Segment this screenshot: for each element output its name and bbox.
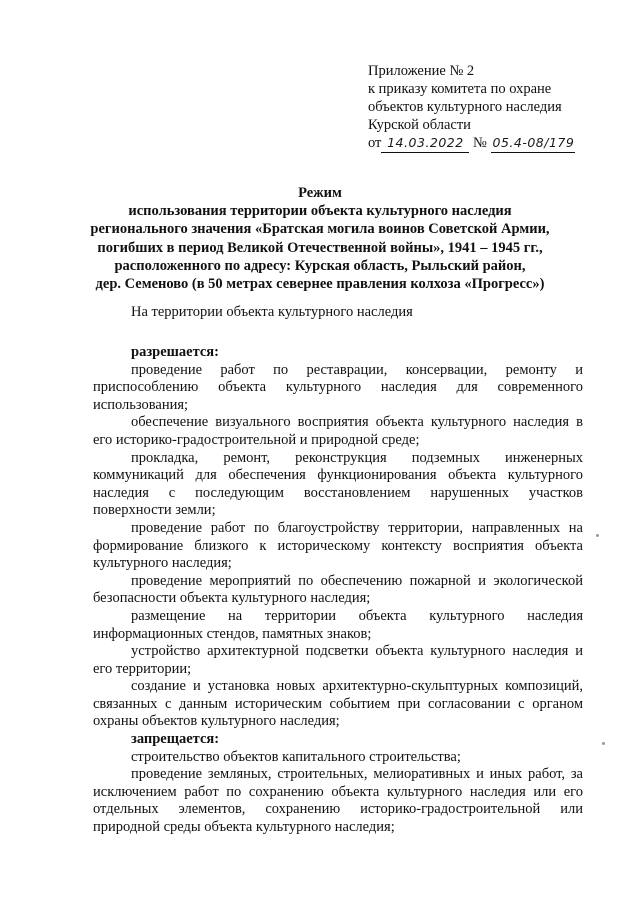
allowed-item: устройство архитектурной подсветки объекта культурного наследия и его территории;: [93, 643, 583, 677]
allowed-item: прокладка, ремонт, реконструкция подземных инженерных коммуникаций для обеспечения функционирования объекта культурного наследия с последующим восстановлением нарушенных участков поверхности земли;: [93, 449, 583, 519]
forbidden-heading: запрещается:: [131, 731, 220, 748]
allowed-item: проведение мероприятий по обеспечению пожарной и экологической безопасности объекта культурного наследия;: [93, 572, 583, 607]
regime-body: [93, 344, 583, 837]
allowed-item: проведение работ по реставрации, консервации, ремонту и приспособлению объекта культурного наследия для современного использования;: [93, 361, 583, 413]
appendix-line: объектов культурного наследия: [368, 99, 562, 115]
title-line: регионального значения «Братская могила воинов Советской Армии,: [90, 221, 550, 238]
allowed-item: обеспечение визуального восприятия объекта культурного наследия в его историко-градостроительной и природной среде;: [93, 414, 583, 448]
forbidden-item: строительство объектов капитального строительства;: [131, 748, 461, 765]
appendix-line: Курской области: [368, 117, 471, 133]
allowed-item: создание и установка новых архитектурно-скульптурных композиций, связанных с данным историческим событием при согласовании с органом охраны объектов культурного наследия;: [93, 678, 583, 730]
appendix-line: Приложение № 2: [368, 63, 475, 79]
handwritten-date: 14.03.2022: [381, 134, 469, 153]
number-prefix: №: [473, 135, 487, 151]
handwritten-number: 05.4-08/179: [491, 134, 575, 153]
order-date-number-line: [368, 134, 618, 153]
appendix-line: к приказу комитета по охране: [368, 81, 552, 97]
appendix-block: [368, 62, 618, 153]
title-line: дер. Семеново (в 50 метрах севернее правления колхоза «Прогресс»): [95, 276, 545, 293]
title-line: использования территории объекта культурного наследия: [128, 203, 512, 220]
allowed-item: проведение работ по благоустройству территории, направленных на формирование близкого к историческому контексту восприятия объекта культурного наследия;: [93, 519, 583, 572]
date-prefix: от: [368, 135, 382, 151]
title-line: расположенного по адресу: Курская область, Рыльский район,: [114, 257, 526, 274]
scan-speck: [602, 742, 605, 745]
regime-title: [60, 184, 580, 293]
allowed-item: размещение на территории объекта культурного наследия информационных стендов, памятных знаков;: [93, 607, 583, 642]
title-line: погибших в период Великой Отечественной войны», 1941 – 1945 гг.,: [97, 239, 543, 256]
scan-speck: [596, 534, 599, 537]
allowed-heading: разрешается:: [131, 344, 219, 360]
intro-text: На территории объекта культурного наследия: [131, 304, 413, 320]
title-line: Режим: [298, 185, 342, 201]
forbidden-item: проведение земляных, строительных, мелиоративных и иных работ, за исключением работ по сохранению объекта культурного наследия или его отдельных элементов, сохранению историко-градостроительной или природной среды объекта культурного наследия;: [93, 766, 583, 836]
